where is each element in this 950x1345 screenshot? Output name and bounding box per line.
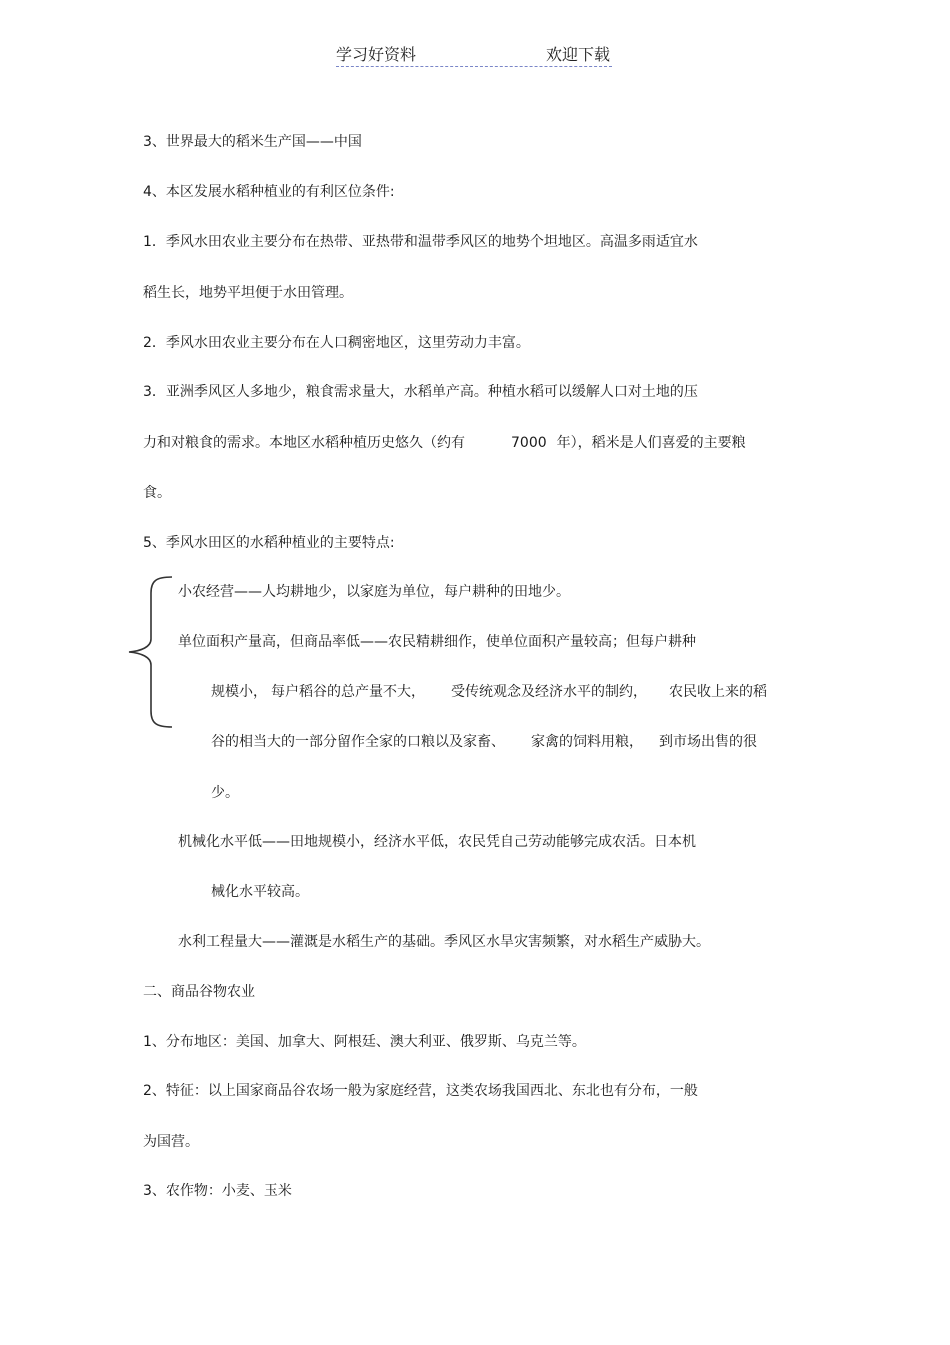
text-segment: 农民收上来的稻	[669, 684, 767, 700]
text-line	[211, 683, 767, 701]
text-segment: 7000	[511, 435, 547, 451]
curly-brace-icon	[126, 575, 174, 729]
text-segment: 力和对粮食的需求。本地区水稻种植历史悠久（约有	[143, 435, 465, 451]
text-segment: 谷的相当大的一部分留作全家的口粮以及家畜、	[211, 734, 505, 750]
page-header	[336, 42, 612, 67]
text-line	[211, 733, 757, 751]
text-line: 食。	[143, 485, 171, 501]
text-segment: 每户稻谷的总产量不大，	[271, 684, 425, 700]
text-line: 稻生长，地势平坦便于水田管理。	[143, 285, 353, 301]
text-line: 水利工程量大——灌溉是水稻生产的基础。季风区水旱灾害频繁，对水稻生产威胁大。	[178, 934, 710, 950]
text-line: 少。	[211, 785, 239, 801]
text-line: 单位面积产量高，但商品率低——农民精耕细作，使单位面积产量较高；但每户耕种	[178, 634, 696, 650]
text-line: 为国营。	[143, 1134, 199, 1150]
header-right-text: 欢迎下载	[545, 45, 610, 64]
text-line: 械化水平较高。	[211, 884, 309, 900]
text-segment: 家禽的饲料用粮，	[531, 734, 643, 750]
text-segment: 年），稻米是人们喜爱的主要粮	[556, 435, 746, 451]
text-segment: 受传统观念及经济水平的制约，	[451, 684, 647, 700]
text-line: 1．季风水田农业主要分布在热带、亚热带和温带季风区的地势个坦地区。高温多雨适宜水	[143, 234, 698, 250]
text-line: 3、农作物：小麦、玉米	[143, 1183, 292, 1199]
text-line: 2．季风水田农业主要分布在人口稠密地区，这里劳动力丰富。	[143, 335, 530, 351]
text-line: 3、世界最大的稻米生产国——中国	[143, 134, 362, 150]
header-left-text: 学习好资料	[336, 45, 417, 64]
text-segment: 到市场出售的很	[659, 734, 757, 750]
text-line: 3．亚洲季风区人多地少，粮食需求量大，水稻单产高。种植水稻可以缓解人口对土地的压	[143, 384, 698, 400]
text-line: 5、季风水田区的水稻种植业的主要特点:	[143, 535, 395, 551]
text-line: 机械化水平低——田地规模小，经济水平低，农民凭自己劳动能够完成农活。日本机	[178, 834, 696, 850]
text-line: 小农经营——人均耕地少，以家庭为单位，每户耕种的田地少。	[178, 584, 570, 600]
text-line: 2、特征：以上国家商品谷农场一般为家庭经营，这类农场我国西北、东北也有分布，一般	[143, 1083, 698, 1099]
text-line	[143, 434, 746, 452]
text-line: 1、分布地区：美国、加拿大、阿根廷、澳大利亚、俄罗斯、乌克兰等。	[143, 1034, 586, 1050]
text-segment: 规模小，	[211, 684, 267, 700]
text-line: 二、商品谷物农业	[143, 984, 255, 1000]
text-line: 4、本区发展水稻种植业的有利区位条件:	[143, 184, 395, 200]
